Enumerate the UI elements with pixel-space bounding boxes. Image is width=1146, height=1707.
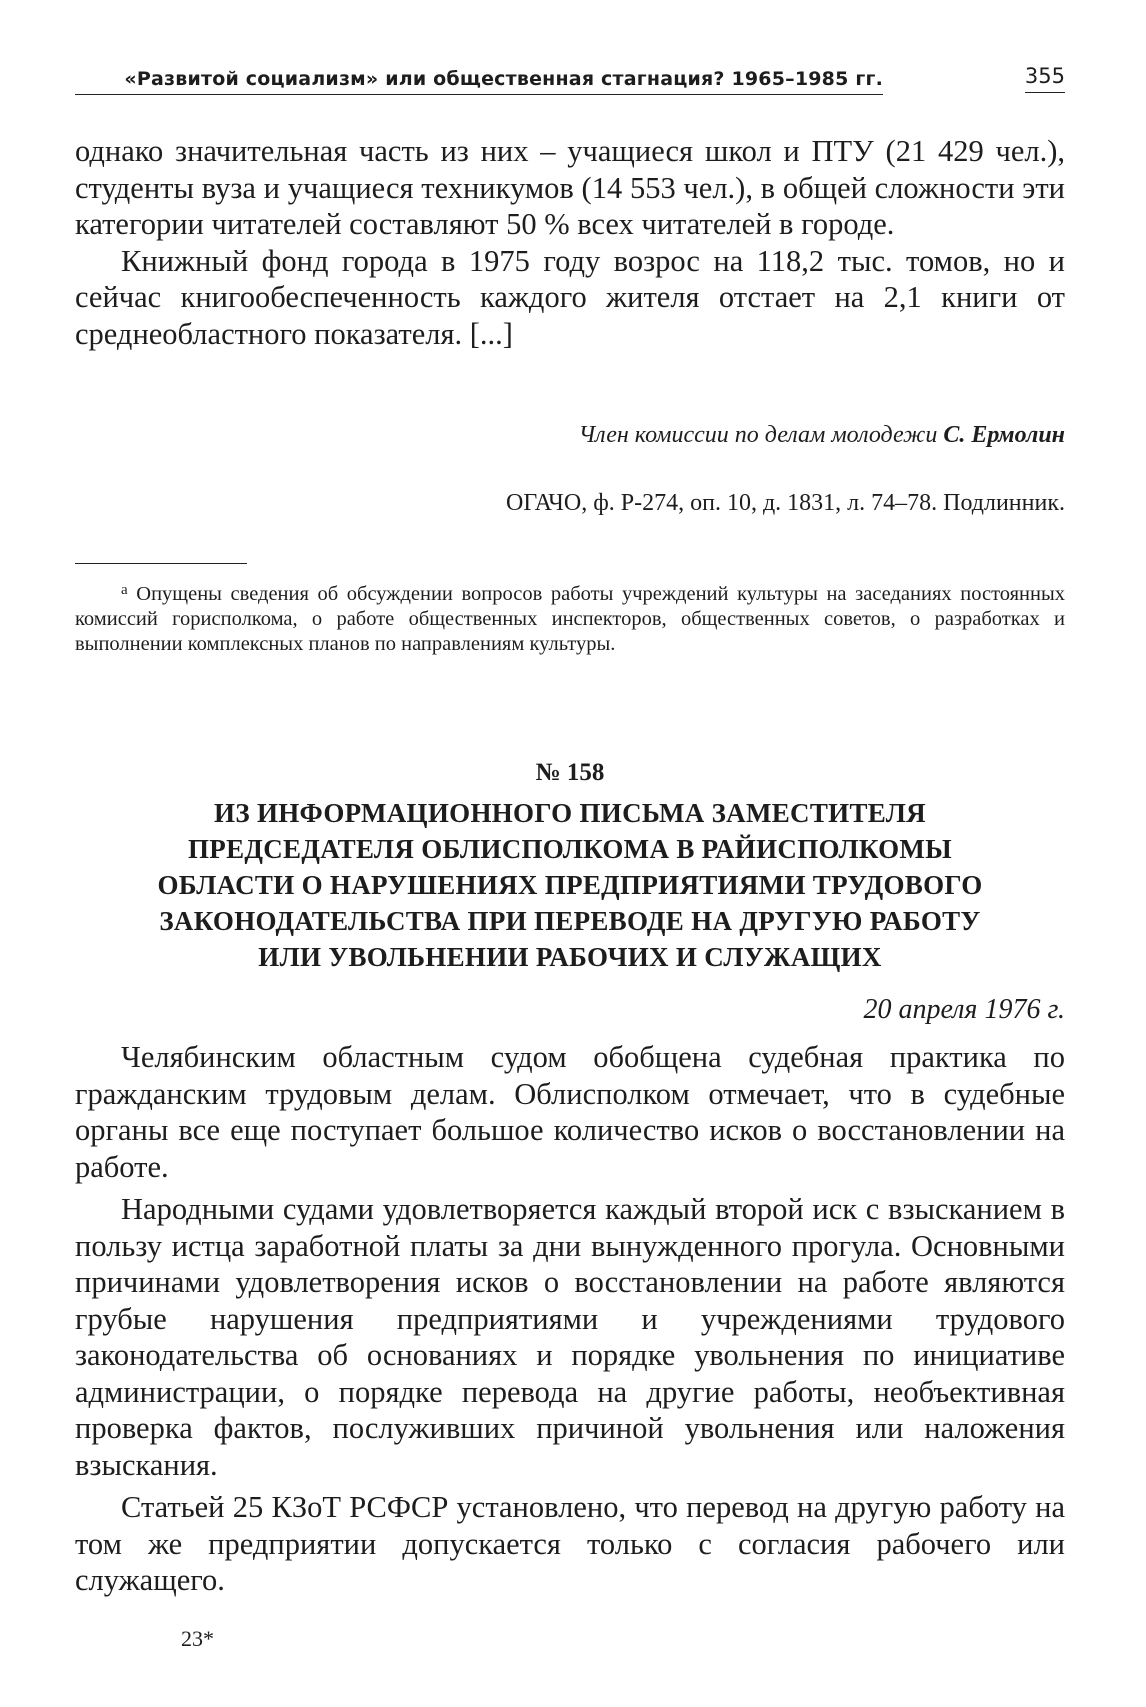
document-title — [90, 795, 1050, 975]
footnote-divider — [75, 563, 247, 564]
continued-text — [75, 133, 1065, 352]
title-line: ИЛИ УВОЛЬНЕНИИ РАБОЧИХ И СЛУЖАЩИХ — [258, 942, 882, 972]
footnote — [75, 578, 1065, 657]
document-number: № 158 — [535, 759, 605, 786]
document-body — [75, 1039, 1065, 1605]
signature-role: Член комиссии по делам молодежи — [578, 422, 938, 448]
title-line: ЗАКОНОДАТЕЛЬСТВА ПРИ ПЕРЕВОДЕ НА ДРУГУЮ РАБОТУ — [159, 906, 981, 936]
running-title: «Развитой социализм» или общественная стагнация? 1965–1985 гг. — [75, 68, 883, 95]
paragraph: Книжный фонд города в 1975 году возрос на 118,2 тыс. томов, но и сейчас книгообеспеченность каждого жителя отстает на 2,1 книги от среднеобластного показателя. [...] — [75, 243, 1065, 351]
footnote-marker: а — [121, 582, 128, 598]
footnote-text: Опущены сведения об обсуждении вопросов работы учреждений культуры на заседаниях постоянных комиссий горисполкома, о работе общественных инспекторов, общественных советов, о разработках и выполнении комплексных планов по направлениям культуры. — [75, 583, 1066, 655]
running-header — [75, 62, 1065, 102]
title-line: ИЗ ИНФОРМАЦИОННОГО ПИСЬМА ЗАМЕСТИТЕЛЯ — [214, 798, 926, 828]
paragraph: Статьей 25 КЗоТ РСФСР установлено, что перевод на другую работу на том же предприятии допускается только с согласия рабочего или служащего. — [75, 1490, 1065, 1597]
paragraph: однако значительная часть из них – учащиеся школ и ПТУ (21 429 чел.), студенты вуза и учащиеся техникумов (14 553 чел.), в общей сложности эти категории читателей составляют 50 % всех читателей в городе. — [75, 134, 1065, 241]
printer-signature-mark: 23* — [181, 1626, 214, 1651]
title-line: ПРЕДСЕДАТЕЛЯ ОБЛИСПОЛКОМА В РАЙИСПОЛКОМЫ — [187, 834, 952, 864]
document-date: 20 апреля 1976 г. — [863, 994, 1065, 1025]
page-number: 355 — [1025, 64, 1065, 93]
archive-reference: ОГАЧО, ф. Р-274, оп. 10, д. 1831, л. 74–78. Подлинник. — [506, 490, 1065, 516]
paragraph: Челябинским областным судом обобщена судебная практика по гражданским трудовым делам. Облисполком отмечает, что в судебные органы все еще поступает большое количество исков о восстановлении на работе. — [75, 1040, 1065, 1184]
signature — [579, 422, 1065, 449]
title-line: ОБЛАСТИ О НАРУШЕНИЯХ ПРЕДПРИЯТИЯМИ ТРУДОВОГО — [157, 870, 983, 900]
signature-name: С. Ермолин — [943, 422, 1065, 448]
paragraph: Народными судами удовлетворяется каждый второй иск с взысканием в пользу истца заработной платы за дни вынужденного прогула. Основными причинами удовлетворения исков о восстановлении на работе являются грубые нарушения предприятиями и учреждениями трудового законодательства об основаниях и порядке увольнения по инициативе администрации, о порядке перевода на другие работы, необъективная проверка фактов, послуживших причиной увольнения или наложения взыскания. — [75, 1192, 1065, 1482]
